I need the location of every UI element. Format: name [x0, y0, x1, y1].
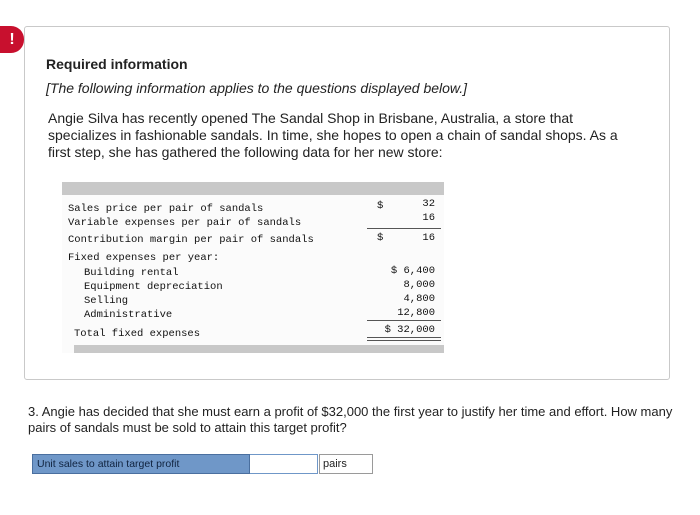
variable-expenses-label: Variable expenses per pair of sandals: [68, 217, 302, 229]
administrative-value: 12,800: [397, 307, 435, 319]
total-fixed-expenses-value: $ 32,000: [384, 324, 435, 336]
equipment-depreciation-value: 8,000: [403, 279, 435, 291]
question-text: 3. Angie has decided that she must earn a profit of $32,000 the first year to justify her time and effort. How many pairs of sandals must be sold to attain this target profit?: [28, 404, 673, 435]
administrative-label: Administrative: [84, 309, 173, 321]
answer-row: [32, 454, 373, 474]
answer-unit-label: pairs: [319, 454, 373, 474]
cost-data-table: [62, 182, 444, 353]
intro-paragraph: Angie Silva has recently opened The Sandal Shop in Brisbane, Australia, a store that specializes in fashionable sandals. In time, she hopes to open a chain of sandal shops. As a first step, she has gathered the following data for her new store:: [48, 110, 618, 160]
variable-expenses-value: 16: [422, 212, 435, 224]
contribution-margin-value: 16: [422, 232, 435, 244]
unit-sales-input[interactable]: [250, 454, 318, 474]
table-footer-bar: [74, 345, 444, 353]
fixed-expenses-label: Fixed expenses per year:: [68, 252, 220, 264]
sales-price-dollar: $: [377, 200, 384, 212]
section-heading: Required information: [46, 56, 188, 72]
sales-price-label: Sales price per pair of sandals: [68, 203, 264, 215]
total-double-rule-1: [367, 337, 441, 338]
info-note: [The following information applies to the questions displayed below.]: [46, 80, 468, 96]
sales-price-value: 32: [422, 198, 435, 210]
total-rule: [367, 320, 441, 321]
contribution-margin-label: Contribution margin per pair of sandals: [68, 234, 314, 246]
building-rental-label: Building rental: [84, 267, 179, 279]
answer-label: Unit sales to attain target profit: [32, 454, 250, 474]
subtotal-rule: [367, 228, 441, 229]
table-header-bar: [62, 182, 444, 195]
building-rental-value: $ 6,400: [390, 265, 435, 277]
total-double-rule-2: [367, 340, 441, 341]
selling-value: 4,800: [403, 293, 435, 305]
selling-label: Selling: [84, 295, 129, 307]
equipment-depreciation-label: Equipment depreciation: [84, 281, 223, 293]
alert-icon: !: [0, 26, 24, 53]
contribution-margin-dollar: $: [377, 232, 384, 244]
total-fixed-expenses-label: Total fixed expenses: [74, 328, 201, 340]
